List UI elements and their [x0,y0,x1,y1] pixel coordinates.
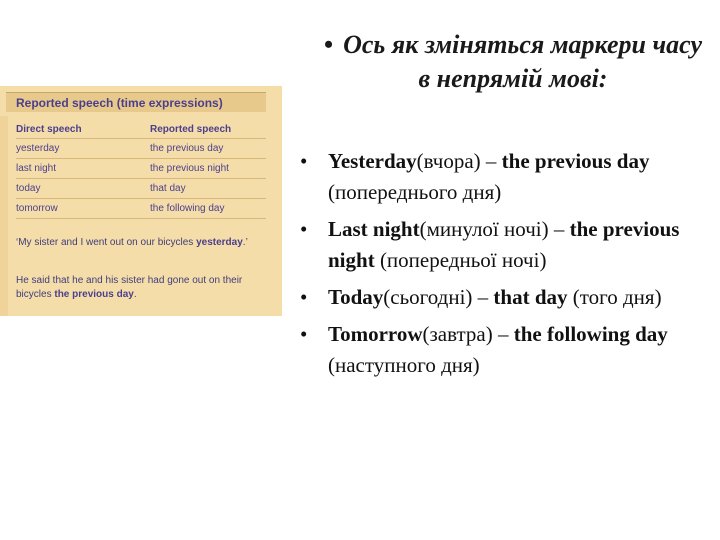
example-direct-text: ‘My sister and I went out on our bicycles [16,237,194,248]
reported-cell: that day [148,179,266,199]
note: (наступного дня) [328,353,480,377]
dash: – [472,285,494,309]
list-item [300,282,700,313]
term: Tomorrow [328,322,423,346]
list-item [300,214,700,276]
reported-cell: the previous night [148,159,266,179]
gloss: (сьогодні) [383,285,473,309]
reported-form: that day [493,285,568,309]
term: Today [328,285,384,309]
dash: – [492,322,514,346]
column-header-direct: Direct speech [16,120,148,139]
reported-form: the previous night [328,217,680,272]
direct-cell: last night [16,159,148,179]
note: (попереднього дня) [328,180,502,204]
reported-cell: the previous day [148,139,266,159]
heading-text: Ось як зміняться маркери часу в непрямій мові: [343,30,703,93]
reported-form: the previous day [501,149,650,173]
bullet: • [300,149,308,173]
gloss: (минулої ночі) [419,217,549,241]
heading-bullet: • [323,30,334,59]
bullet: • [300,285,308,309]
time-expressions-table [16,120,266,219]
page-fold-shadow [0,116,8,316]
slide-heading [318,28,708,96]
note: (попередньої ночі) [374,248,547,272]
example-reported-text: He said that he and his sister had gone out on their bicycles [16,275,243,300]
time-markers-list [300,146,700,387]
bullet: • [300,322,308,346]
reported-form: the following day [513,322,668,346]
direct-cell: yesterday [16,139,148,159]
example-direct [16,236,266,250]
column-header-reported: Reported speech [148,120,266,139]
table-row [16,139,266,159]
list-item [300,319,700,381]
example-reported-end: . [133,289,137,300]
note: (того дня) [567,285,662,309]
table-header-row [16,120,266,139]
bullet: • [300,217,308,241]
reported-cell: the following day [148,199,266,219]
dash: – [548,217,570,241]
example-direct-end: .’ [242,237,248,248]
dash: – [480,149,502,173]
textbook-title: Reported speech (time expressions) [6,92,266,112]
gloss: (завтра) [422,322,493,346]
gloss: (вчора) [416,149,481,173]
term: Last night [328,217,420,241]
example-reported [16,274,266,302]
direct-cell: tomorrow [16,199,148,219]
list-item [300,146,700,208]
table-row [16,199,266,219]
term: Yesterday [328,149,417,173]
textbook-excerpt [0,86,282,316]
direct-cell: today [16,179,148,199]
table-row [16,159,266,179]
example-reported-marker: the previous day [54,289,134,300]
example-direct-marker: yesterday [196,237,243,248]
table-row [16,179,266,199]
